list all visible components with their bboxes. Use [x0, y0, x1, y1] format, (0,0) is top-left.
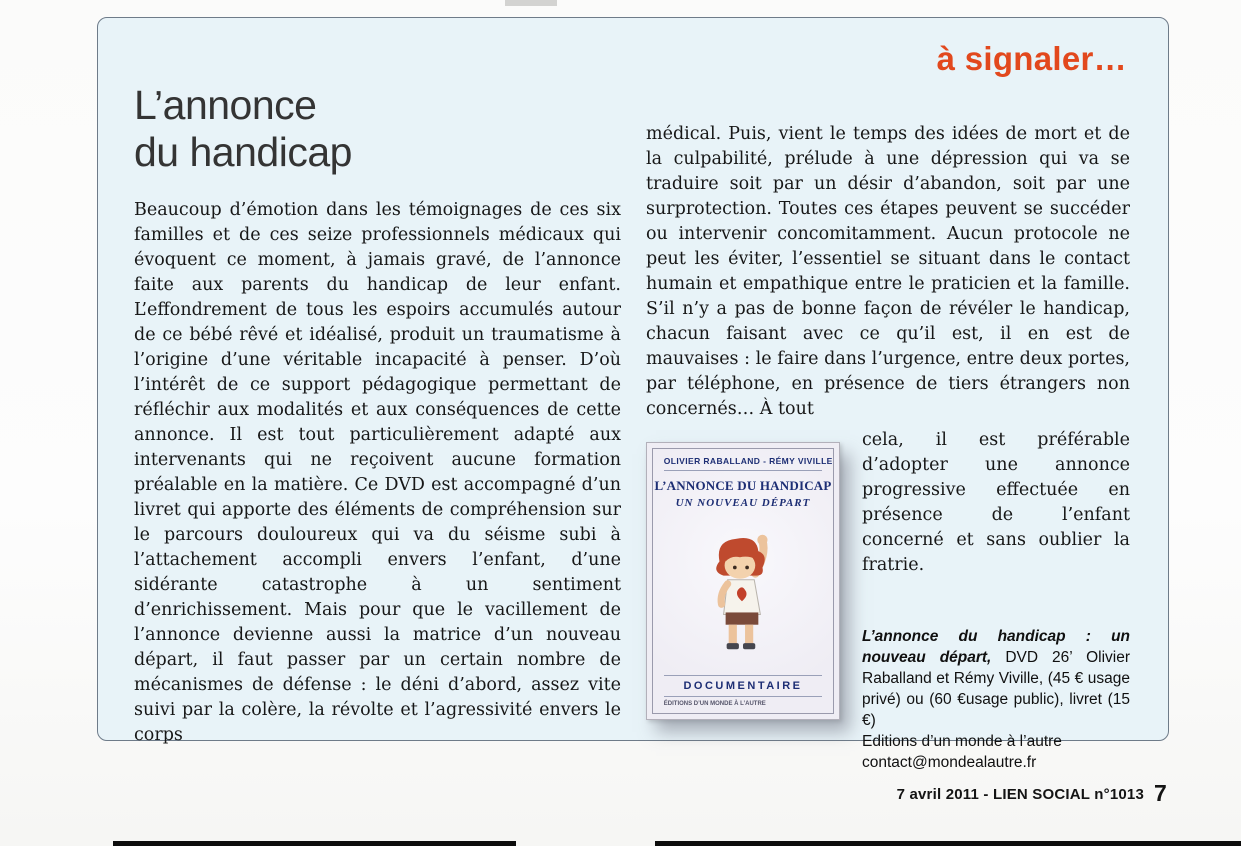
caption-email: contact@mondealautre.fr: [862, 754, 1037, 771]
page-footer: [897, 780, 1167, 807]
dvd-caption: [862, 626, 1130, 773]
caption-publisher: Editions d’un monde à l’autre: [862, 733, 1062, 750]
article-paragraph-right: médical. Puis, vient le temps des idées de mort et de la culpabilité, prélude à une dépression qui va se traduire soit par un désir d’abandon, soit par une surprotection. Toutes ces étapes peuvent se succéder ou intervenir concomitamment. Aucun protocole ne peut les éviter, l’essentiel se situant dans le contact humain et empathique entre le praticien et la famille. S’il n’y a pas de bonne façon de révéler le handicap, chacun faisant avec ce qu’il est, il en est de mauvaises : le faire dans l’urgence, entre deux portes, par téléphone, en présence de tiers étrangers non concernés… À tout: [646, 124, 1130, 419]
cover-subtitle: UN NOUVEAU DÉPART: [675, 497, 811, 509]
article-column-right: [646, 122, 1130, 773]
title-line-1: L’annonce: [134, 82, 317, 128]
dvd-cover: [646, 442, 840, 720]
dvd-cover-block: [646, 428, 846, 773]
scan-artifact-bottom-right: [655, 841, 1241, 846]
child-illustration: [697, 530, 789, 654]
article-column-left: [134, 198, 621, 748]
caption-details: DVD 26’ Olivier Raballand et Rémy Viville, (45 € usage privé) ou (60 €usage public), livret (15 €): [862, 649, 1130, 729]
dvd-cover-frame: [652, 448, 834, 714]
caption-title: L’annonce du handicap : un nouveau départ,: [862, 628, 1130, 666]
wrap-column: [862, 428, 1130, 773]
footer-page-number: 7: [1154, 780, 1167, 806]
scan-artifact-bottom-left: [113, 841, 516, 846]
cover-authors: OLIVIER RABALLAND - RÉMY VIVILLE: [664, 456, 822, 471]
cover-publisher-logo: ÉDITIONS D’UN MONDE À L’AUTRE: [663, 701, 766, 707]
cover-illustration: [653, 509, 833, 675]
article-paragraph-left: Beaucoup d’émotion dans les témoignages de ces six familles et de ces seize professionnels médicaux qui évoquent ce moment, à jamais gravé, de l’annonce faite aux parents du handicap de leur enfant. L’effondrement de tous les espoirs accumulés autour de ce bébé rêvé et idéalisé, produit un traumatisme à l’origine d’une véritable incapacité à penser. D’où l’intérêt de ce support pédagogique permettant de réfléchir aux modalités et aux conséquences de cette annonce. Il est tout particulièrement adapté aux intervenants qui ne reçoivent aucune formation préalable en la matière. Ce DVD est accompagné d’un livret qui apporte des éléments de compréhension sur le parcours douloureux qui va du séisme subi à l’attachement accompli envers l’enfant, d’une sidérante catastrophe à un sentiment d’enrichissement. Mais pour que le vacillement de l’annonce devienne aussi la matrice d’un nouveau départ, il faut passer par un certain nombre de mécanismes de défense : le déni d’abord, assez vite suivi par la colère, la révolte et l’agressivité envers le corps: [134, 200, 621, 745]
title-line-2: du handicap: [134, 128, 352, 175]
cover-title: L’ANNONCE DU HANDICAP: [654, 478, 832, 493]
scan-artifact-top: [505, 0, 557, 6]
cover-genre: DOCUMENTAIRE: [664, 675, 822, 697]
caption-main: [862, 626, 1130, 731]
content-panel: [97, 17, 1169, 771]
article-title: [134, 82, 352, 175]
media-row: [646, 428, 1130, 773]
footer-issue: 7 avril 2011 - LIEN SOCIAL n°1013: [896, 786, 1144, 803]
article-paragraph-wrap: cela, il est préférable d’adopter une annonce progressive effectuée en présence de l’enfant concerné et sans oublier la fratrie.: [862, 430, 1130, 575]
section-flag: à signaler…: [936, 40, 1127, 77]
